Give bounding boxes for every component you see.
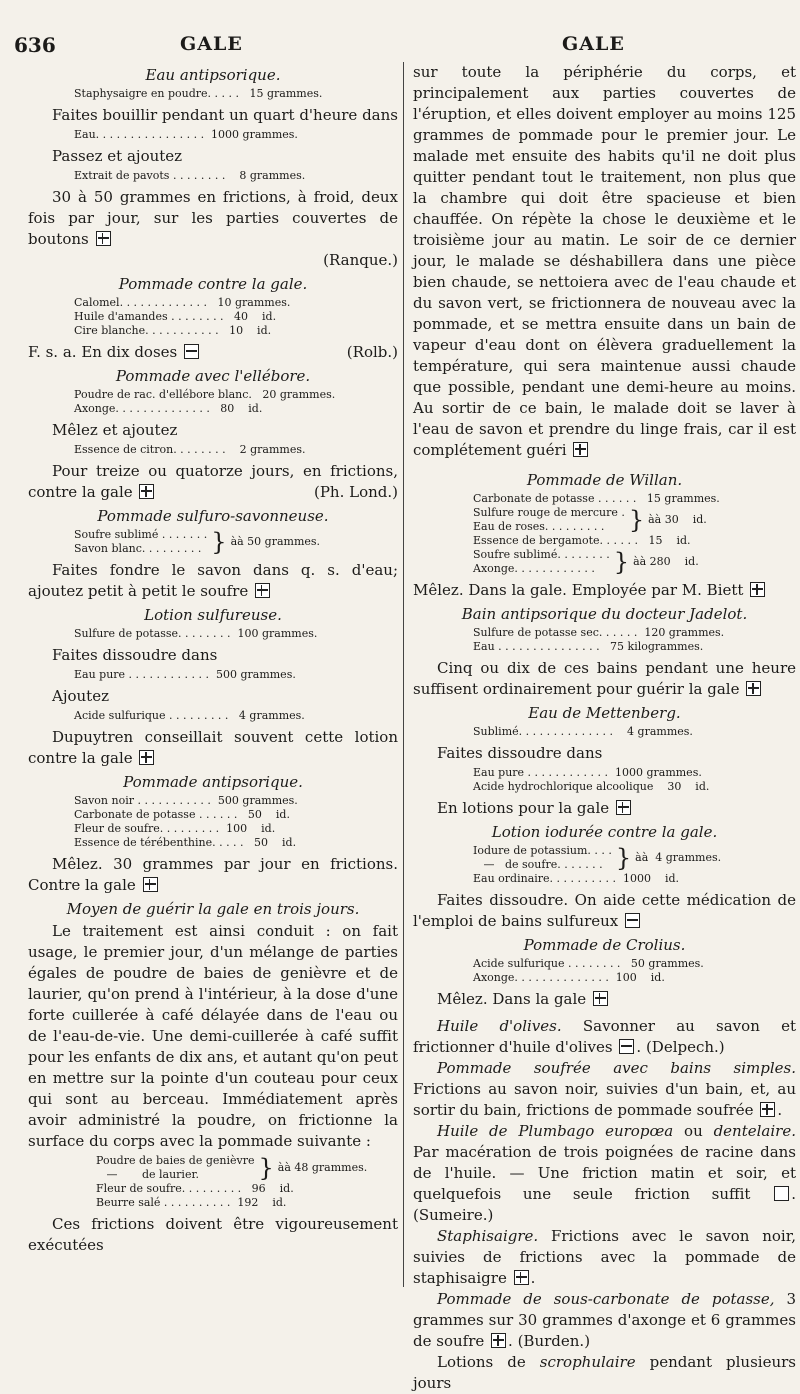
paragraph: Staphisaigre. Frictions avec le savon noir, suivies de frictions avec la pommade de staphisaigre . — [413, 1227, 796, 1287]
paragraph-text: Mêlez. Dans la gale. Employée par M. Biett — [413, 581, 744, 599]
recipe — [28, 87, 398, 101]
section-title: Eau antipsorique. — [145, 66, 281, 84]
recipe — [413, 492, 796, 576]
recipe — [413, 725, 796, 739]
recipe — [28, 443, 398, 457]
recipe-line: Soufre sublimé . . . . . . . — [74, 528, 208, 541]
recipe — [28, 668, 398, 682]
paragraph-text: Par macération de trois poignées de racine dans de l'huile. — Une friction matin et soir, et quelquefois une seule friction suffit — [413, 1143, 796, 1203]
plus-box-icon — [139, 750, 154, 765]
paragraph-text: Pour treize ou quatorze jours, en frictions, contre la gale — [28, 462, 398, 501]
recipe-line: Sublimé. . . . . . . . . . . . . . 4 grammes. — [473, 725, 693, 738]
paragraph-text: Dupuytren conseillait souvent cette lotion contre la gale — [28, 728, 398, 767]
paragraph: Faites dissoudre dans — [52, 646, 218, 664]
brace: } — [211, 528, 227, 556]
remedy-name: Staphisaigre. — [437, 1227, 539, 1245]
plus-box-icon — [760, 1102, 775, 1117]
recipe-line: Carbonate de potasse . . . . . . 15 grammes. — [473, 492, 720, 505]
section-title: Pommade contre la gale. — [118, 275, 308, 293]
recipe-line: Eau . . . . . . . . . . . . . . . 75 kilogrammes. — [473, 640, 704, 653]
brace: } — [615, 844, 632, 872]
recipe-group — [96, 1154, 398, 1182]
paragraph — [28, 727, 398, 769]
paragraph: Ajoutez — [52, 687, 109, 705]
recipe-line: Calomel. . . . . . . . . . . . . 10 grammes. — [74, 296, 291, 309]
recipe — [28, 128, 398, 142]
reference: (Rolb.) — [346, 343, 398, 361]
plus-box-icon — [616, 800, 631, 815]
brace: } — [613, 548, 630, 576]
running-title-right: GALE — [562, 33, 625, 55]
minus-box-icon — [184, 344, 199, 359]
recipe-line: Acide sulfurique . . . . . . . . 50 grammes. — [473, 957, 704, 970]
recipe-group — [473, 844, 796, 872]
paragraph-text: sur toute la périphérie du corps, et principalement aux parties couvertes de l'éruption, et elles doivent employer au moins 125 grammes de pommade pour le premier jour. Le malade met ensuite des habits qu'il ne doit plus quitter pendant tout le traitement, non plus que la chambre qui doit être spacieuse et bien chauffée. On répète la chose le deuxième et le troisième jour au matin. Le soir de ce dernier jour, le malade se déshabillera dans une pièce bien chaude, se nettoiera avec de l'eau chaude et du savon vert, se frictionnera de nouveau avec la pommade, et se mettra ensuite dans un bain de vapeur d'eau dont on élèvera graduellement la température, qui sera maintenue aussi chaude que possible, pendant une demi-heure au moins. Au sortir de ce bain, le malade doit se laver à l'eau de savon et prendre du linge frais, car il est complétement guéri — [413, 63, 796, 459]
paragraph-text: Mêlez. Dans la gale — [437, 990, 587, 1008]
section-title: Pommade avec l'ellébore. — [115, 367, 311, 385]
paragraph — [413, 989, 796, 1010]
section-title: Lotion sulfureuse. — [144, 606, 282, 624]
paragraph-text: Frictions avec le savon noir, suivies de frictions avec la pommade de staphisaigre — [413, 1227, 796, 1287]
paragraph: Huile d'olives. Savonner au savon et frictionner d'huile d'olives . (Delpech.) — [413, 1017, 796, 1056]
recipe-line: Essence de térébenthine. . . . . 50 id. — [74, 836, 297, 849]
recipe-line: Eau pure . . . . . . . . . . . . 1000 grammes. — [473, 766, 702, 779]
reference: (Sumeire.) — [413, 1206, 494, 1224]
paragraph-text: Lotions de — [437, 1353, 526, 1371]
recipe — [413, 626, 796, 654]
paragraph: Pommade de sous-carbonate de potasse, 3 grammes sur 30 grammes d'axonge et 6 grammes de soufre . (Burden.) — [413, 1290, 796, 1350]
plus-box-icon — [514, 1270, 529, 1285]
paragraph — [28, 560, 398, 602]
paragraph: Le traitement est ainsi conduit : on fait usage, le premier jour, d'un mélange de parties égales de poudre de baies de genièvre et de laurier, qu'on prend à l'intérieur, à la dose d'une forte cuillerée à café délayée dans de l'eau ou de l'eau-de-vie. Une demi-cuillerée à café suffit pour les enfants de dix ans, et autant qu'on peut en mettre sur la pointe d'un couteau pour ceux qui sont au berceau. Immédiatement après avoir administré la poudre, on frictionne la surface du corps avec la pommade suivante : — [28, 922, 398, 1150]
recipe-line: Soufre sublimé. . . . . . . . — [473, 548, 610, 561]
paragraph: Faites dissoudre dans — [437, 744, 603, 762]
running-title-left: GALE — [180, 33, 243, 55]
left-column — [28, 62, 398, 1256]
section-title: Eau de Mettenberg. — [528, 704, 681, 722]
recipe — [413, 766, 796, 794]
paragraph: Pommade soufrée avec bains simples. Frictions au savon noir, suivies d'un bain, et, au sortir du bain, frictions de pommade soufrée . — [413, 1059, 796, 1119]
paragraph — [413, 890, 796, 932]
paragraph-text: 30 à 50 grammes en frictions, à froid, deux fois par jour, sur les parties couvertes de boutons — [28, 188, 398, 248]
plus-box-icon — [255, 583, 270, 598]
remedy-name: Pommade de sous-carbonate de potasse, — [437, 1290, 775, 1308]
column-divider — [403, 62, 404, 1287]
reference: (Delpech.) — [645, 1038, 725, 1056]
recipe — [28, 296, 398, 338]
recipe-line: Axonge. . . . . . . . . . . . . . 100 id. — [473, 971, 665, 984]
minus-box-icon — [619, 1039, 634, 1054]
recipe-quantity: àà 48 grammes. — [277, 1161, 368, 1174]
recipe-line: Beurre salé . . . . . . . . . . 192 id. — [96, 1196, 287, 1209]
paragraph: Faites bouillir pendant un quart d'heure dans — [52, 106, 398, 124]
recipe-line: Eau de roses. . . . . . . . . — [473, 520, 605, 533]
recipe — [28, 528, 398, 556]
paragraph-text: Savonner au savon et frictionner d'huile d'olives — [413, 1017, 796, 1056]
recipe — [28, 1154, 398, 1210]
recipe-group — [74, 528, 398, 556]
recipe-line: Carbonate de potasse . . . . . . 50 id. — [74, 808, 290, 821]
recipe — [413, 844, 796, 886]
plus-box-icon — [139, 484, 154, 499]
recipe-line: — de laurier. — [96, 1168, 200, 1181]
plus-box-icon — [491, 1333, 506, 1348]
recipe-line: Fleur de soufre. . . . . . . . . 100 id. — [74, 822, 276, 835]
recipe-line: Poudre de rac. d'ellébore blanc. 20 grammes. — [74, 388, 336, 401]
recipe-line: Sulfure de potasse sec. . . . . . 120 grammes. — [473, 626, 725, 639]
plus-box-icon — [143, 877, 158, 892]
recipe-line: Essence de citron. . . . . . . . 2 grammes. — [74, 443, 306, 456]
section-title: Lotion iodurée contre la gale. — [491, 823, 718, 841]
right-column — [413, 62, 796, 1394]
recipe-line: — de soufre. . . . . . . — [473, 858, 603, 871]
paragraph-text: Frictions au savon noir, suivies d'un bain, et, au sortir du bain, frictions de pommade soufrée — [413, 1080, 796, 1119]
paragraph-text: ou — [684, 1122, 703, 1140]
empty-box-icon — [774, 1186, 789, 1201]
recipe — [28, 794, 398, 850]
recipe-line: Savon blanc. . . . . . . . . — [74, 542, 202, 555]
paragraph — [28, 461, 398, 503]
section-title: Pommade de Crolius. — [523, 936, 686, 954]
brace: } — [628, 506, 645, 534]
paragraph — [413, 580, 796, 601]
recipe-line: Acide hydrochlorique alcoolique 30 id. — [473, 780, 710, 793]
recipe-line: Huile d'amandes . . . . . . . . 40 id. — [74, 310, 277, 323]
recipe-line: Eau pure . . . . . . . . . . . . 500 grammes. — [74, 668, 296, 681]
paragraph — [413, 658, 796, 700]
paragraph: Ces frictions doivent être vigoureusement exécutées — [28, 1215, 398, 1254]
recipe-line: Essence de bergamote. . . . . . 15 id. — [473, 534, 691, 547]
plus-box-icon — [96, 231, 111, 246]
recipe-line: Iodure de potassium. . . . — [473, 844, 612, 857]
recipe-line: Staphysaigre en poudre. . . . . 15 grammes. — [74, 87, 323, 100]
plus-box-icon — [750, 582, 765, 597]
reference: (Ph. Lond.) — [313, 483, 398, 501]
paragraph-text: Faites fondre le savon dans q. s. d'eau; ajoutez petit à petit le soufre — [28, 561, 398, 600]
paragraph: Mêlez et ajoutez — [52, 421, 178, 439]
recipe-quantity: àà 30 id. — [648, 513, 707, 526]
minus-box-icon — [625, 913, 640, 928]
paragraph-text: F. s. a. En dix doses — [28, 343, 178, 361]
recipe-line: Sulfure de potasse. . . . . . . . 100 grammes. — [74, 627, 318, 640]
section-title: Pommade sulfuro-savonneuse. — [97, 507, 329, 525]
brace: } — [258, 1154, 274, 1182]
recipe — [28, 709, 398, 723]
paragraph-text: Cinq ou dix de ces bains pendant une heure suffisent ordinairement pour guérir la gale — [413, 659, 796, 698]
recipe-line: Extrait de pavots . . . . . . . . 8 grammes. — [74, 169, 306, 182]
remedy-name: dentelaire. — [713, 1122, 796, 1140]
section-title: Bain antipsorique du docteur Jadelot. — [461, 605, 748, 623]
recipe-line: Sulfure rouge de mercure . — [473, 506, 625, 519]
remedy-name: Pommade soufrée avec bains simples. — [437, 1059, 796, 1077]
recipe — [28, 627, 398, 641]
paragraph-text: En lotions pour la gale — [437, 799, 610, 817]
reference: (Burden.) — [517, 1332, 591, 1350]
paragraph — [28, 187, 398, 250]
recipe-group — [473, 506, 796, 534]
recipe-line: Acide sulfurique . . . . . . . . . 4 grammes. — [74, 709, 305, 722]
paragraph: Huile de Plumbago europœa ou dentelaire. Par macération de trois poignées de racine dans de l'huile. — Une friction matin et soir, et quelquefois une seule friction suffit . (Sumeire.) — [413, 1122, 796, 1224]
recipe — [28, 388, 398, 416]
remedy-name: Huile d'olives. — [437, 1017, 562, 1035]
recipe-quantity: àà 50 grammes. — [230, 535, 321, 548]
paragraph — [413, 1352, 796, 1394]
recipe — [28, 169, 398, 183]
recipe-line: Cire blanche. . . . . . . . . . . 10 id. — [74, 324, 272, 337]
recipe-line: Axonge. . . . . . . . . . . . . . 80 id. — [74, 402, 263, 415]
recipe-quantity: àà 280 id. — [633, 555, 699, 568]
section-title: Moyen de guérir la gale en trois jours. — [66, 900, 360, 918]
paragraph-text: Faites dissoudre. On aide cette médication de l'emploi de bains sulfureux — [413, 891, 796, 930]
paragraph: Passez et ajoutez — [52, 147, 183, 165]
remedy-name: Huile de Plumbago europœa — [437, 1122, 674, 1140]
section-title: Pommade de Willan. — [526, 471, 683, 489]
plus-box-icon — [746, 681, 761, 696]
plus-box-icon — [573, 442, 588, 457]
recipe-line: Fleur de soufre. . . . . . . . . 96 id. — [96, 1182, 294, 1195]
page-number: 636 — [14, 33, 56, 57]
section-title: Pommade antipsorique. — [123, 773, 303, 791]
remedy-name: scrophulaire — [539, 1353, 636, 1371]
recipe-quantity: àà 4 grammes. — [635, 851, 722, 864]
paragraph-text: 3 grammes sur 30 grammes d'axonge et 6 grammes de soufre — [413, 1290, 796, 1350]
recipe-line: Eau. . . . . . . . . . . . . . . . 1000 grammes. — [74, 128, 298, 141]
paragraph-text: Mêlez. 30 grammes par jour en frictions. Contre la gale — [28, 855, 398, 894]
recipe — [413, 957, 796, 985]
paragraph — [28, 342, 398, 363]
paragraph — [28, 854, 398, 896]
recipe-line: Eau ordinaire. . . . . . . . . . 1000 id. — [473, 872, 680, 885]
plus-box-icon — [593, 991, 608, 1006]
recipe-line: Savon noir . . . . . . . . . . . 500 grammes. — [74, 794, 298, 807]
reference: (Ranque.) — [323, 251, 398, 269]
paragraph — [413, 62, 796, 461]
recipe-group — [473, 548, 796, 576]
paragraph-text: pendant plusieurs jours — [413, 1353, 796, 1392]
recipe-line: Poudre de baies de genièvre — [96, 1154, 255, 1167]
paragraph — [413, 798, 796, 819]
recipe-line: Axonge. . . . . . . . . . . . — [473, 562, 595, 575]
